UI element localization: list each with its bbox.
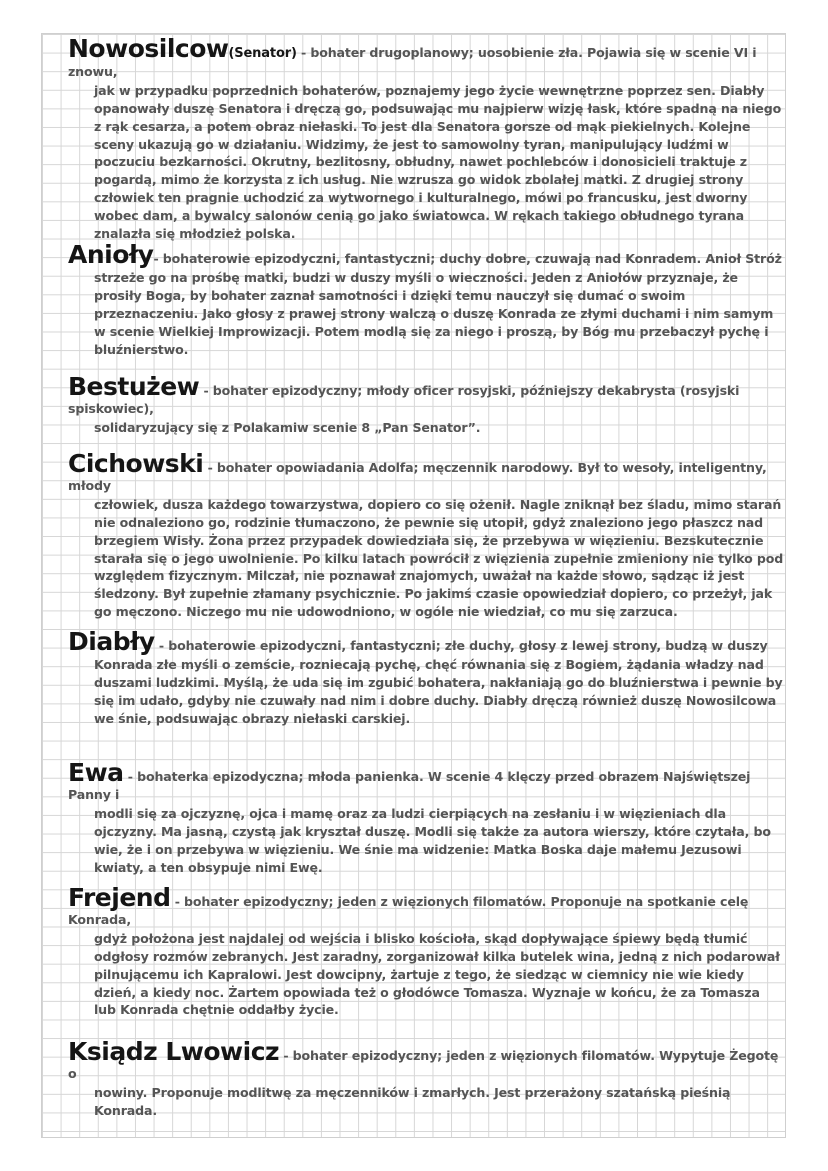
character-qualifier: (Senator) [228,46,297,61]
character-description-first-line: - bohaterowie epizodyczni, fantastyczni; złe duchy, głosy z lewej strony, budzą w duszy [154,638,768,653]
character-entry-nowosilcow [68,34,784,243]
character-description-first-line: - bohater epizodyczny; młody oficer rosyjski, późniejszy dekabrysta (rosyjski spiskowiec), [68,383,740,416]
character-description-first-line: - bohaterowie epizodyczni, fantastyczni; duchy dobre, czuwają nad Konradem. Anioł Stróż [153,251,782,266]
character-description-first-line: - bohaterka epizodyczna; młoda panienka. W scenie 4 klęczy przed obrazem Najświętszej Panny i [68,769,751,802]
character-description: jak w przypadku poprzednich bohaterów, poznajemy jego życie wewnętrzne poprzez sen. Diabły opanowały duszę Senatora i dręczą go, podsuwając mu najpierw wizję łask, które spadną na niego z rąk cesarza, a potem obraz niełaski. To jest dla Senatora gorsze od mąk piekielnych. Kolejne sceny ukazują go w działaniu. Widzimy, że jest to samowolny tyran, manipulujący ludźmi w poczuciu bezkarności. Okrutny, bezlitosny, obłudny, nawet pochlebców i donosicieli traktuje z pogardą, mimo że korzysta z ich usług. Nie wzrusza go widok zbolałej matki. Z drugiej strony człowiek ten pragnie uchodzić za wytwornego i kulturalnego, mówi po francusku, jest dworny wobec dam, a bywalcy salonów cenią go jako światowca. W rękach takiego obłudnego tyrana znalazła się młodzież polska. [94,82,782,242]
character-description: gdyż położona jest najdalej od wejścia i blisko kościoła, skąd dopływające śpiewy będą tłumić odgłosy rozmów zebranych. Jest zaradny, zorganizował kilka butelek wina, jedną z nich podarował pilnującemu ich Kapralowi. Jest dowcipny, żartuje z tego, że siedząc w ciemnicy nie wie kiedy dzień, a kiedy noc. Żartem opowiada też o głodówce Tomasza. Wyznaje w końcu, że za Tomasza lub Konrada chętnie oddałby życie. [94,930,780,1018]
character-name: Ksiądz Lwowicz [68,1037,280,1066]
character-description-first-line: - bohater drugoplanowy; uosobienie zła. Pojawia się w scenie VI i znowu, [68,45,757,79]
character-name: Cichowski [68,449,204,478]
character-name: Nowosilcow [68,34,229,63]
character-entry-diably [68,627,784,728]
character-description: nowiny. Proponuje modlitwę za męczenników i zmarłych. Jest przerażony szatańską pieśnią Konrada. [94,1084,731,1118]
character-entry-frejend [68,883,784,1019]
character-name: Bestużew [68,372,200,401]
character-entry-bestuzew [68,372,784,437]
character-description: człowiek, dusza każdego towarzystwa, dopiero co się ożenił. Nagle zniknął bez śladu, mimo starań nie odnaleziono go, rodzinie tłumaczono, że pewnie się utopił, gdyż znaleziono jego płaszcz nad brzegiem Wisły. Żona przez przypadek dowiedziała się, że przebywa w więzieniu. Bezskutecznie starała się o jego uwolnienie. Po kilku latach powrócił z więzienia zupełnie zmieniony nie tylko pod względem fizycznym. Milczał, nie poznawał znajomych, uważał na każde słowo, sądząc iż jest śledzony. Był zupełnie złamany psychicznie. Po jakimś czasie opowiedział dopiero, co przeżył, jak go męczono. Niczego mu nie udowodniono, w ogóle nie wiedział, co mu się zarzuca. [94,496,784,620]
character-name: Anioły [68,240,154,269]
character-description-first-line: - bohater epizodyczny; jeden z więzionych filomatów. Proponuje na spotkanie celę Konrada, [68,894,749,927]
character-description: Konrada złe myśli o zemście, rozniecają pychę, chęć równania się z Bogiem, żądania władzy nad duszami ludzkimi. Myślą, że uda się im zgubić bohatera, nakłaniają go do bluźnierstwa i pewnie by się im udało, gdyby nie czuwały nad nim i dobre duchy. Diabły dręczą również duszę Nowosilcowa we śnie, podsuwając obrazy niełaski carskiej. [94,656,783,726]
character-entry-ksiadz-lwowicz [68,1037,784,1120]
character-name: Frejend [68,883,171,912]
character-name: Diabły [68,627,155,656]
character-description-first-line: - bohater opowiadania Adolfa; męczennik narodowy. Był to wesoły, inteligentny, młody [68,460,767,493]
character-entry-cichowski [68,449,784,621]
character-name: Ewa [68,758,124,787]
character-entry-ewa [68,758,784,876]
character-description: strzeże go na prośbę matki, budzi w duszy myśli o wieczności. Jeden z Aniołów przyznaje, że prosiły Boga, by bohater zaznał samotności i dzięki temu nauczył się dumać o swoim przeznaczeniu. Jako głosy z prawej strony walczą o duszę Konrada ze złymi duchami i nim samym w scenie Wielkiej Improwizacji. Potem modlą się za niego i proszą, by Bóg mu przebaczył pychę i bluźnierstwo. [94,269,774,357]
character-description-first-line: - bohater epizodyczny; jeden z więzionych filomatów. Wypytuje Żegotę o [68,1048,779,1081]
character-description: solidaryzujący się z Polakamiw scenie 8 „Pan Senator”. [94,419,481,435]
character-description: modli się za ojczyznę, ojca i mamę oraz za ludzi cierpiących na zesłaniu i w więzieniach dla ojczyzny. Ma jasną, czystą jak kryształ duszę. Modli się także za autora wierszy, które czytała, bo wie, że i on przebywa w więzieniu. We śnie ma widzenie: Matka Boska daje małemu Jezusowi kwiaty, a ten obsypuje nimi Ewę. [94,805,771,875]
character-entry-anioly [68,240,784,358]
